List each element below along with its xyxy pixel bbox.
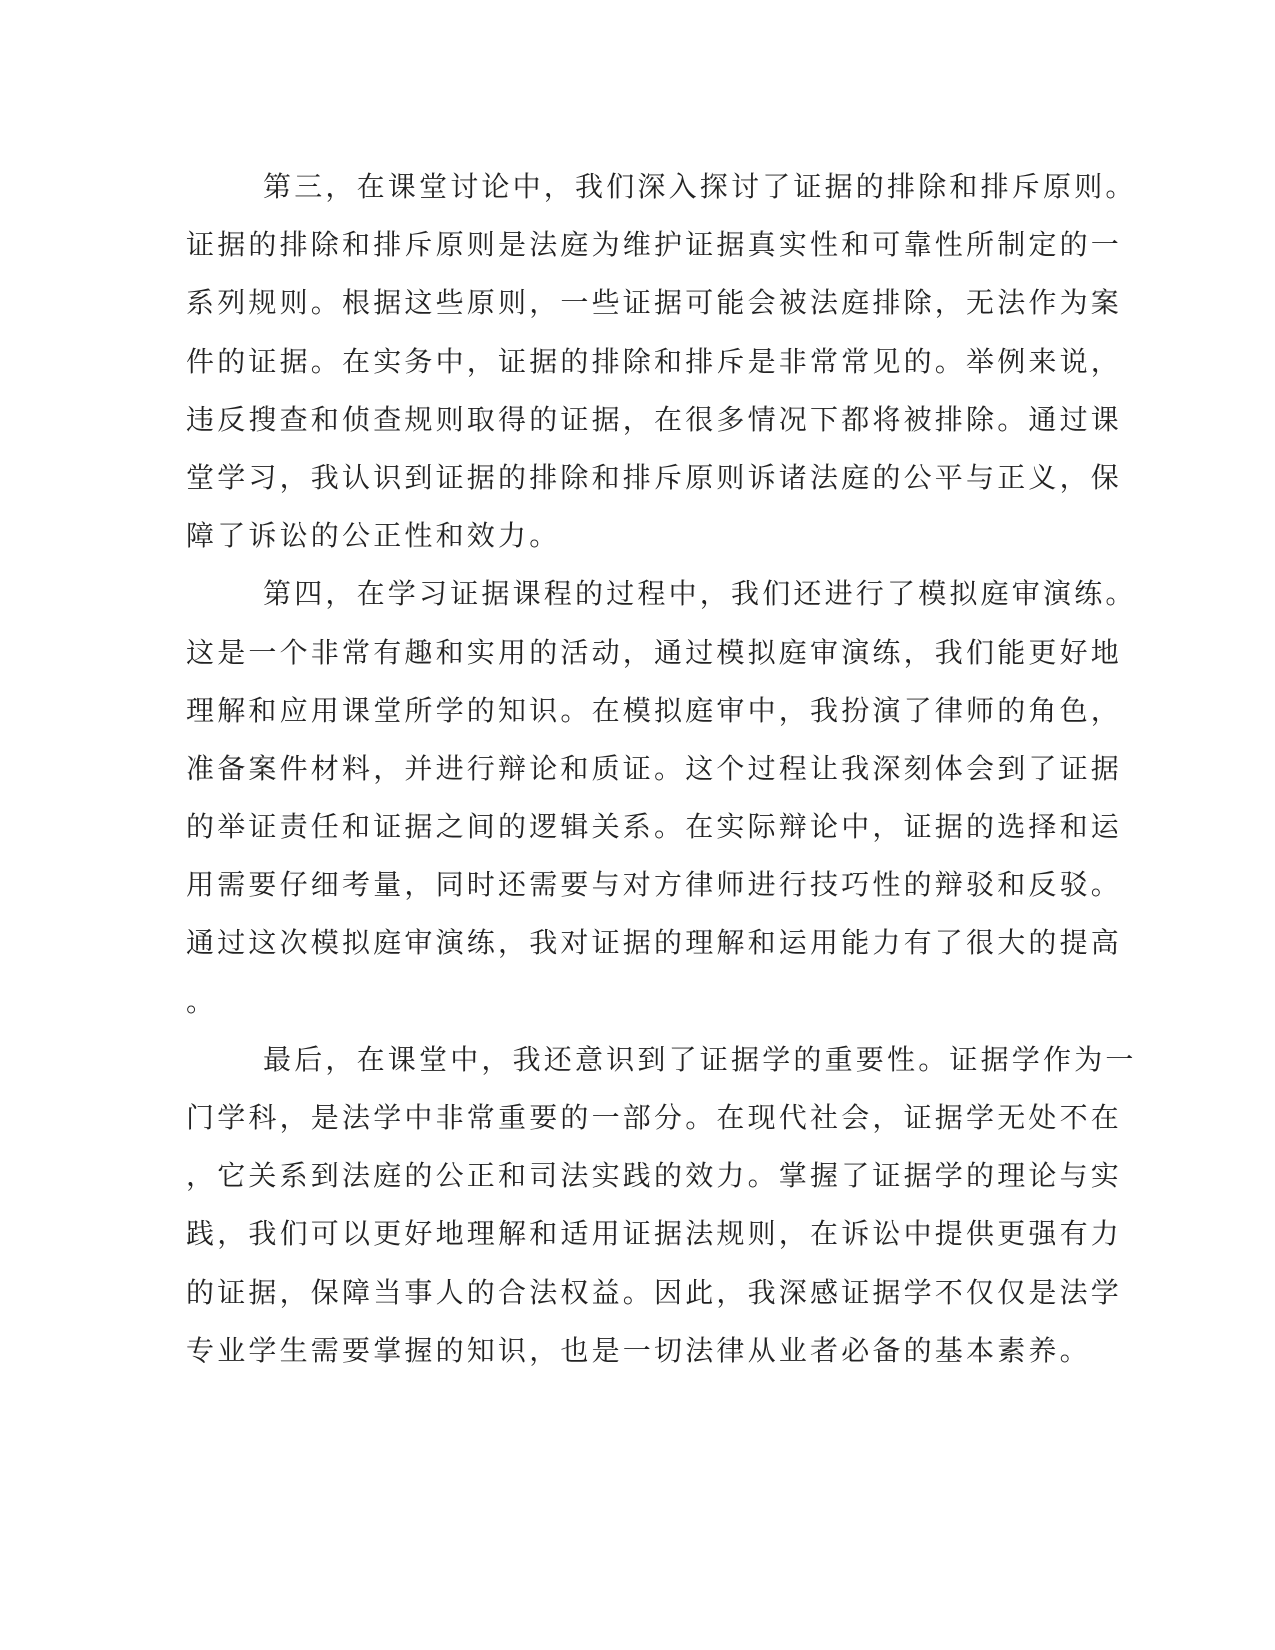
- text-line: 系列规则。根据这些原则，一些证据可能会被法庭排除，无法作为案: [186, 286, 1123, 320]
- text-line: 用需要仔细考量，同时还需要与对方律师进行技巧性的辩驳和反驳。: [186, 868, 1123, 902]
- text-line: 件的证据。在实务中，证据的排除和排斥是非常常见的。举例来说，: [186, 344, 1123, 378]
- paragraph-fourth-point: [186, 565, 1137, 1031]
- text-line: 障了诉讼的公正性和效力。: [186, 519, 561, 553]
- text-line: 理解和应用课堂所学的知识。在模拟庭审中，我扮演了律师的角色，: [186, 693, 1123, 727]
- text-line: 这是一个非常有趣和实用的活动，通过模拟庭审演练，我们能更好地: [186, 635, 1123, 669]
- text-line: 。: [186, 984, 218, 1018]
- text-line: 违反搜查和侦查规则取得的证据，在很多情况下都将被排除。通过课: [186, 402, 1123, 436]
- text-line: 第三，在课堂讨论中，我们深入探讨了证据的排除和排斥原则。: [263, 170, 1137, 203]
- text-line: 的证据，保障当事人的合法权益。因此，我深感证据学不仅仅是法学: [186, 1275, 1123, 1309]
- text-line: 践，我们可以更好地理解和适用证据法规则，在诉讼中提供更强有力: [186, 1217, 1123, 1251]
- text-line: ，它关系到法庭的公正和司法实践的效力。掌握了证据学的理论与实: [186, 1159, 1123, 1193]
- text-line: 通过这次模拟庭审演练，我对证据的理解和运用能力有了很大的提高: [186, 926, 1123, 960]
- paragraph-final-point: [186, 1031, 1137, 1380]
- text-line: 最后，在课堂中，我还意识到了证据学的重要性。证据学作为一: [263, 1042, 1137, 1076]
- text-line: 第四，在学习证据课程的过程中，我们还进行了模拟庭审演练。: [263, 577, 1137, 611]
- paragraph-third-point: [186, 158, 1137, 565]
- text-line: 证据的排除和排斥原则是法庭为维护证据真实性和可靠性所制定的一: [186, 228, 1123, 262]
- text-line: 门学科，是法学中非常重要的一部分。在现代社会，证据学无处不在: [186, 1101, 1123, 1134]
- text-line: 的举证责任和证据之间的逻辑关系。在实际辩论中，证据的选择和运: [186, 810, 1123, 844]
- text-line: 准备案件材料，并进行辩论和质证。这个过程让我深刻体会到了证据: [186, 751, 1123, 785]
- document-body: [186, 158, 1137, 1380]
- text-line: 专业学生需要掌握的知识，也是一切法律从业者必备的基本素养。: [186, 1333, 1091, 1367]
- text-line: 堂学习，我认识到证据的排除和排斥原则诉诸法庭的公平与正义，保: [186, 460, 1123, 494]
